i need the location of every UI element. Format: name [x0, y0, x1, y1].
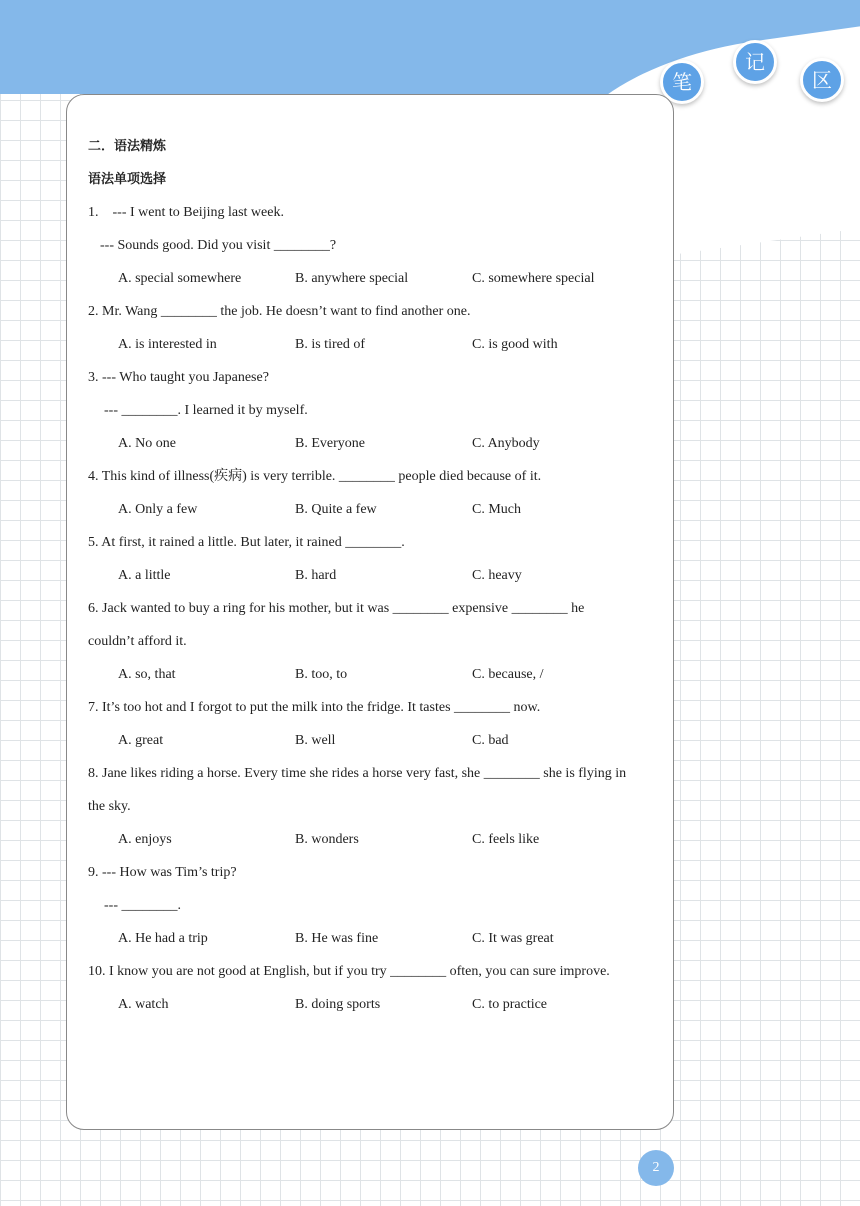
question-4-options — [88, 493, 668, 526]
option-a: A. special somewhere — [118, 271, 242, 286]
question-7-line-1: 7. It’s too hot and I forgot to put the milk into the fridge. It tastes ________ now. — [88, 700, 541, 715]
question-8-options — [88, 823, 668, 856]
option-b: B. wonders — [295, 832, 359, 847]
option-a: A. watch — [118, 997, 169, 1012]
question-6-line-1: 6. Jack wanted to buy a ring for his mother, but it was ________ expensive ________ he — [88, 601, 585, 616]
question-6 — [88, 592, 668, 691]
section-title: 二．语法精炼 — [88, 139, 167, 154]
question-2-line-1: 2. Mr. Wang ________ the job. He doesn’t want to find another one. — [88, 304, 471, 319]
question-8-line-2: the sky. — [88, 799, 131, 814]
option-c: C. because, / — [472, 667, 544, 682]
question-4-line-1: 4. This kind of illness(疾病) is very terrible. ________ people died because of it. — [88, 469, 542, 484]
question-10-options — [88, 988, 668, 1021]
option-a: A. great — [118, 733, 164, 748]
question-8-line-1: 8. Jane likes riding a horse. Every time she rides a horse very fast, she ________ she is flying in — [88, 766, 627, 781]
question-9 — [88, 856, 668, 955]
question-2-options — [88, 328, 668, 361]
section-subtitle: 语法单项选择 — [88, 172, 167, 187]
option-c: C. Much — [472, 502, 521, 517]
question-8 — [88, 757, 668, 856]
option-b: B. hard — [295, 568, 337, 583]
option-c: C. to practice — [472, 997, 548, 1012]
option-a: A. Only a few — [118, 502, 198, 517]
question-3-line-1: 3. --- Who taught you Japanese? — [88, 370, 269, 385]
question-5-options — [88, 559, 668, 592]
note-char-circle-2: 记 — [733, 40, 777, 84]
option-c: C. feels like — [472, 832, 540, 847]
option-a: A. He had a trip — [118, 931, 208, 946]
note-char-circle-3: 区 — [800, 58, 844, 102]
question-10 — [88, 955, 668, 1021]
option-c: C. somewhere special — [472, 271, 595, 286]
question-9-line-2: --- ________. — [104, 898, 181, 913]
option-b: B. He was fine — [295, 931, 379, 946]
question-3 — [88, 361, 668, 460]
option-b: B. Quite a few — [295, 502, 377, 517]
question-9-line-1: 9. --- How was Tim’s trip? — [88, 865, 237, 880]
question-4 — [88, 460, 668, 526]
question-3-line-2: --- ________. I learned it by myself. — [104, 403, 308, 418]
page-number: 2 — [638, 1150, 674, 1186]
option-c: C. bad — [472, 733, 509, 748]
option-c: C. It was great — [472, 931, 554, 946]
option-a: A. is interested in — [118, 337, 217, 352]
option-c: C. is good with — [472, 337, 558, 352]
question-9-options — [88, 922, 668, 955]
question-1-options — [88, 262, 668, 295]
question-1 — [88, 196, 668, 295]
question-5-line-1: 5. At first, it rained a little. But later, it rained ________. — [88, 535, 405, 550]
option-a: A. so, that — [118, 667, 176, 682]
question-6-line-2: couldn’t afford it. — [88, 634, 187, 649]
option-b: B. well — [295, 733, 336, 748]
question-1-line-2: --- Sounds good. Did you visit ________? — [100, 238, 337, 253]
question-7 — [88, 691, 668, 757]
question-5 — [88, 526, 668, 592]
question-2 — [88, 295, 668, 361]
option-c: C. Anybody — [472, 436, 540, 451]
question-3-options — [88, 427, 668, 460]
option-b: B. anywhere special — [295, 271, 409, 286]
option-b: B. too, to — [295, 667, 348, 682]
option-a: A. No one — [118, 436, 176, 451]
option-b: B. is tired of — [295, 337, 365, 352]
question-7-options — [88, 724, 668, 757]
question-6-options — [88, 658, 668, 691]
option-a: A. enjoys — [118, 832, 172, 847]
note-char-circle-1: 笔 — [660, 60, 704, 104]
option-c: C. heavy — [472, 568, 522, 583]
question-10-line-1: 10. I know you are not good at English, but if you try ________ often, you can sure improve. — [88, 964, 610, 979]
option-b: B. Everyone — [295, 436, 365, 451]
question-1-line-1: 1. --- I went to Beijing last week. — [88, 205, 284, 220]
option-a: A. a little — [118, 568, 171, 583]
exercise-content — [88, 130, 668, 1021]
option-b: B. doing sports — [295, 997, 381, 1012]
